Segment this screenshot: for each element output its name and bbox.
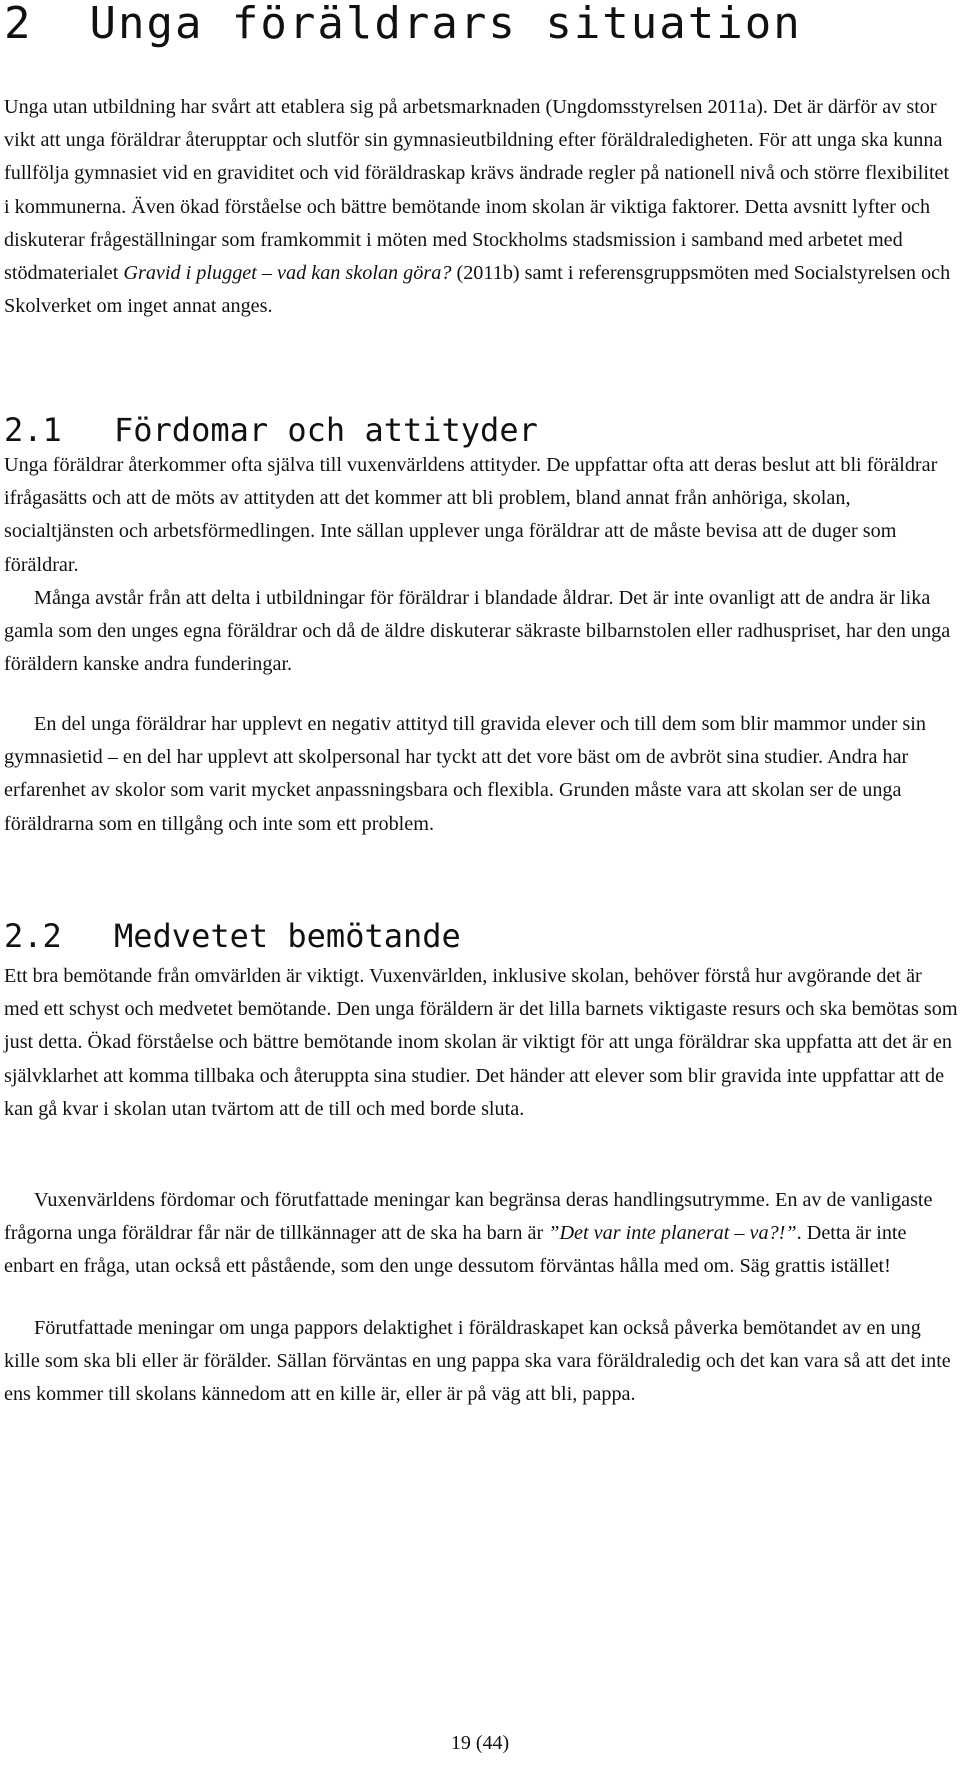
p2-text-after: . Detta är inte enbart en fråga, utan också ett påstående, som den unge dessutom förväntas hålla med om. Säg grattis istället! [4,1222,907,1278]
intro-paragraph [4,91,958,323]
page-number: 19 (44) [450,1732,510,1754]
section-heading-2-2 [4,918,461,954]
section-2-1-paragraph-3: En del unga föräldrar har upplevt en negativ attityd till gravida elever och till dem som blir mammor under sin gymnasietid – en del har upplevt att skolpersonal har tyckt att det vore bäst om de avbröt sina studier. Andra har erfarenhet av skolor som varit mycket anpassningsbara och flexibla. Grunden måste vara att skolan ser de unga föräldrarna som en tillgång och inte som ett problem. [4,713,926,835]
section-2-2-paragraph-1: Ett bra bemötande från omvärlden är viktigt. Vuxenvärlden, inklusive skolan, behöver förstå hur avgörande det är med ett schyst och medvetet bemötande. Den unga föräldern är det lilla barnets viktigaste resurs och ska bemötas som just detta. Ökad förståelse och bättre bemötande inom skolan är viktigt för att unga föräldrar ska uppfatta att det är en självklarhet att komma tillbaka och återuppta sina studier. Det händer att elever som blir gravida inte uppfattar att de kan gå kvar i skolan utan tvärtom att de till och med borde sluta. [4,965,958,1120]
chapter-number: 2 [4,0,33,49]
p2-italic-quote: ”Det var inte planerat – va?!” [548,1222,797,1245]
section-2-1-paragraph-2: Många avstår från att delta i utbildningar för föräldrar i blandade åldrar. Det är inte ovanligt att de andra är lika gamla som den unges egna föräldrar och då de äldre diskuterar säkraste bilbarnstolen eller radhuspriset, har den unga föräldern kanske andra funderingar. [4,587,951,676]
section-number: 2.2 [4,917,62,955]
section-2-2-paragraph-3: Förutfattade meningar om unga pappors delaktighet i föräldraskapet kan också påverka bemötandet av en ung kille som ska bli eller är förälder. Sällan förväntas en ung pappa ska vara föräldraledig och det kan vara så att det inte ens kommer till skolans kännedom att en kille är, eller är på väg att bli, pappa. [4,1317,951,1406]
section-heading-2-1 [4,412,538,448]
section-title: Fördomar och attityder [114,411,538,449]
intro-italic-title: Gravid i plugget – vad kan skolan göra? [123,262,452,285]
chapter-title: Unga föräldrars situation [89,0,802,49]
section-2-1-paragraph-1: Unga föräldrar återkommer ofta själva till vuxenvärldens attityder. De uppfattar ofta att deras beslut att bli föräldrar ifrågasätts och att de möts av attityden att det kommer att bli problem, bland annat från anhöriga, skolan, socialtjänsten och arbetsförmedlingen. Inte sällan upplever unga föräldrar att de måste bevisa att de duger som föräldrar. [4,454,938,576]
intro-text-2: (2011b) samt i referensgruppsmöten med Socialstyrelsen och Skolverket om inget annat anges. [4,262,951,318]
intro-text-1: Unga utan utbildning har svårt att etablera sig på arbetsmarknaden (Ungdomsstyrelsen 2011a). Det är därför av stor vikt att unga föräldrar återupptar och slutför sin gymnasieutbildning efter föräldraledigheten. För att unga ska kunna fullfölja gymnasiet vid en graviditet och vid föräldraskap krävs ändrade regler på nationell nivå och större flexibilitet i kommunerna. Även ökad förståelse och bättre bemötande inom skolan är viktiga faktorer. Detta avsnitt lyfter och diskuterar frågeställningar som framkommit i möten med Stockholms stadsmission i samband med arbetet med stödmaterialet [4,96,950,285]
section-2-2-paragraph-2 [4,1184,958,1284]
p2-text-before: Vuxenvärldens fördomar och förutfattade meningar kan begränsa deras handlingsutrymme. En av de vanligaste frågorna unga föräldrar får när de tillkännager att de ska ha barn är [4,1189,933,1245]
section-title: Medvetet bemötande [114,917,461,955]
section-number: 2.1 [4,411,62,449]
chapter-heading [4,0,802,48]
